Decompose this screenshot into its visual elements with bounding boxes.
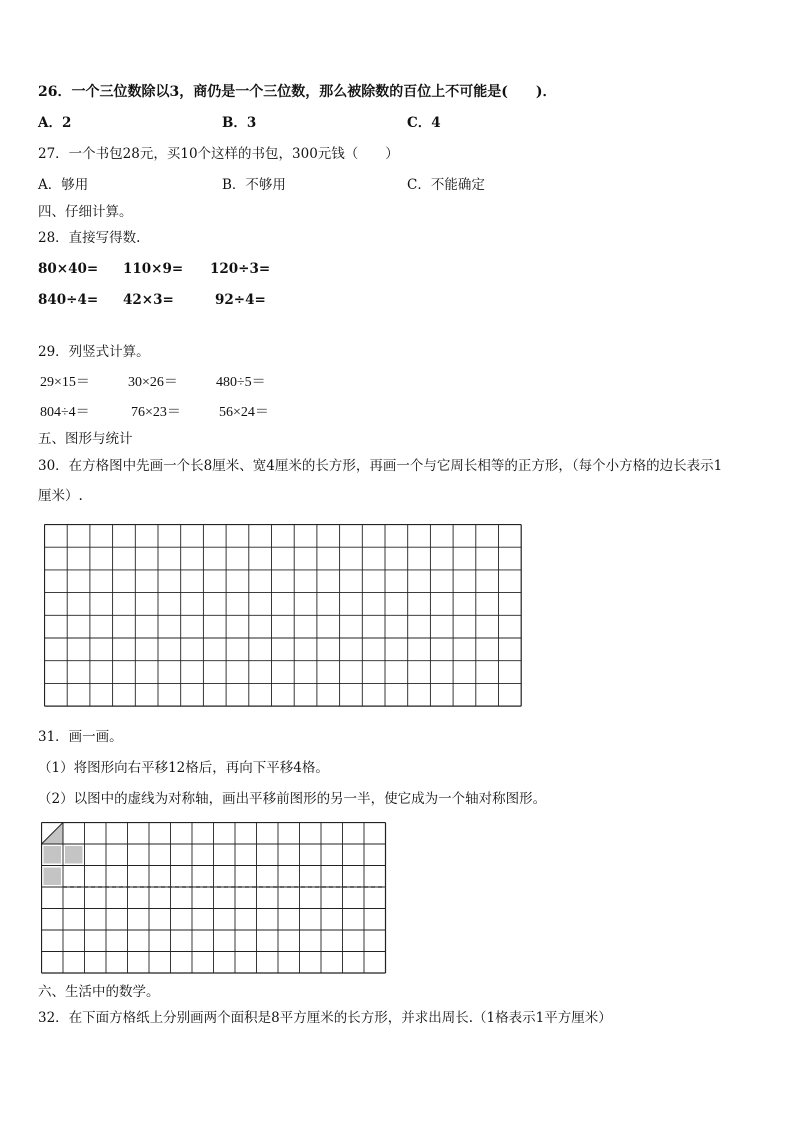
q29-item: 30×26＝: [128, 375, 178, 390]
q29-item: 804÷4＝: [40, 405, 90, 420]
q26-option-b: B．3: [222, 115, 257, 131]
q29-stem: 29．列竖式计算。: [38, 344, 150, 360]
q31-stem: 31．画一画。: [38, 729, 123, 745]
q30-grid-lines[interactable]: [44, 524, 522, 707]
q31-part2: （2）以图中的虚线为对称轴，画出平移前图形的另一半，使它成为一个轴对称图形。: [38, 791, 547, 807]
q31-grid-lines[interactable]: [41, 822, 387, 974]
q28-item: 42×3=: [123, 292, 174, 308]
shaded-cell: [44, 846, 62, 864]
shaded-cell: [44, 868, 62, 886]
q26-option-a: A．2: [38, 115, 72, 131]
q28-item: 110×9=: [123, 261, 184, 277]
q29-item: 29×15＝: [40, 375, 90, 390]
q29-item: 480÷5＝: [216, 375, 266, 390]
shaded-cell: [65, 846, 83, 864]
q27-option-c: C．不能确定: [407, 177, 485, 193]
q28-item: 92÷4=: [215, 292, 266, 308]
q26-stem: 26．一个三位数除以3，商仍是一个三位数，那么被除数的百位上不可能是( )．: [38, 84, 557, 100]
q28-item: 80×40=: [38, 261, 99, 277]
q30-square-grid[interactable]: [44, 524, 522, 707]
q31-part1: （1）将图形向右平移12格后，再向下平移4格。: [38, 760, 329, 776]
q30-stem-line1: 30．在方格图中先画一个长8厘米、宽4厘米的长方形，再画一个与它周长相等的正方形，（每个小方格的边长表示1: [38, 458, 723, 474]
q29-item: 76×23＝: [131, 405, 181, 420]
q27-option-a: A．够用: [38, 177, 89, 193]
q28-item: 840÷4=: [38, 292, 99, 308]
q30-stem-line2: 厘米）.: [38, 488, 83, 504]
q26-option-c: C．4: [407, 115, 441, 131]
shaded-triangle: [42, 823, 64, 845]
q28-item: 120÷3=: [210, 261, 271, 277]
q29-item: 56×24＝: [219, 405, 269, 420]
q31-square-grid[interactable]: [41, 822, 387, 974]
section-4-heading: 四、仔细计算。: [38, 204, 133, 220]
q32-stem: 32．在下面方格纸上分别画两个面积是8平方厘米的长方形，并求出周长.（1格表示1平方厘米）: [38, 1010, 612, 1026]
q27-option-b: B．不够用: [222, 177, 286, 193]
section-5-heading: 五、图形与统计: [38, 431, 133, 447]
section-6-heading: 六、生活中的数学。: [38, 984, 160, 1000]
q28-stem: 28．直接写得数.: [38, 230, 141, 246]
q27-stem: 27．一个书包28元，买10个这样的书包，300元钱（ ）: [38, 146, 399, 162]
